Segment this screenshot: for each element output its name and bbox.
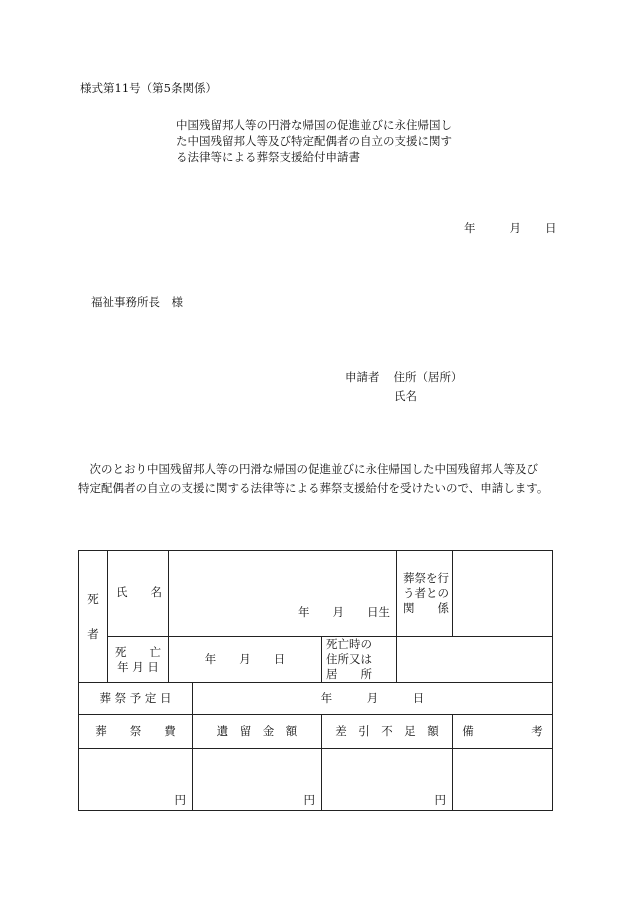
death-date-label: 死 亡 年 月 日 — [108, 637, 169, 683]
date-day: 日 — [545, 221, 557, 235]
birth-date-label: 年 月 日生 — [298, 605, 390, 619]
yen-unit: 円 — [434, 793, 446, 807]
form-title — [176, 117, 476, 165]
shortage-amount-field[interactable] — [322, 749, 453, 811]
date-year: 年 — [464, 221, 476, 235]
addressee: 福祉事務所長 様 — [91, 295, 183, 309]
statement-line: 特定配偶者の自立の支援に関する法律等による葬祭支援給付を受けたいので、申請します。 — [78, 481, 549, 495]
applicant-label: 申請者 — [345, 370, 380, 384]
form-title-line: 中国残留邦人等の円滑な帰国の促進並びに永住帰国し — [176, 118, 452, 132]
applicant-block — [345, 369, 463, 386]
applicant-address-label: 住所（居所） — [393, 370, 463, 384]
relation-label: 葬祭を行 う者との 関 係 — [397, 551, 453, 637]
statement-line: 次のとおり中国残留邦人等の円滑な帰国の促進並びに永住帰国した中国残留邦人等及び — [78, 462, 538, 476]
shortage-amount-label: 差 引 不 足 額 — [322, 715, 453, 749]
deceased-name-field[interactable] — [169, 551, 397, 637]
form-title-line: る法律等による葬祭支援給付申請書 — [176, 150, 360, 164]
death-address-field[interactable] — [397, 637, 553, 683]
funeral-cost-field[interactable] — [79, 749, 193, 811]
death-address-label: 死亡時の 住所又は 居 所 — [322, 637, 397, 683]
form-title-line: た中国残留邦人等及び特定配偶者の自立の支援に関す — [176, 134, 452, 148]
deceased-label: 死 者 — [79, 551, 108, 683]
application-date[interactable] — [464, 220, 557, 237]
applicant-name-label: 氏名 — [394, 389, 417, 403]
funeral-application-table — [78, 550, 553, 811]
funeral-cost-label: 葬 祭 費 — [79, 715, 193, 749]
date-month: 月 — [509, 221, 521, 235]
yen-unit: 円 — [174, 793, 186, 807]
estate-amount-label: 遺 留 金 額 — [193, 715, 322, 749]
estate-amount-field[interactable] — [193, 749, 322, 811]
form-number: 様式第11号（第5条関係） — [80, 81, 217, 95]
remarks-label: 備 考 — [453, 715, 553, 749]
funeral-date-field[interactable]: 年 月 日 — [193, 683, 553, 715]
application-statement — [78, 460, 558, 498]
funeral-date-label: 葬 祭 予 定 日 — [79, 683, 193, 715]
deceased-name-label: 氏 名 — [108, 551, 169, 637]
death-date-field[interactable]: 年 月 日 — [169, 637, 322, 683]
yen-unit: 円 — [303, 793, 315, 807]
remarks-field[interactable] — [453, 749, 553, 811]
relation-field[interactable] — [453, 551, 553, 637]
